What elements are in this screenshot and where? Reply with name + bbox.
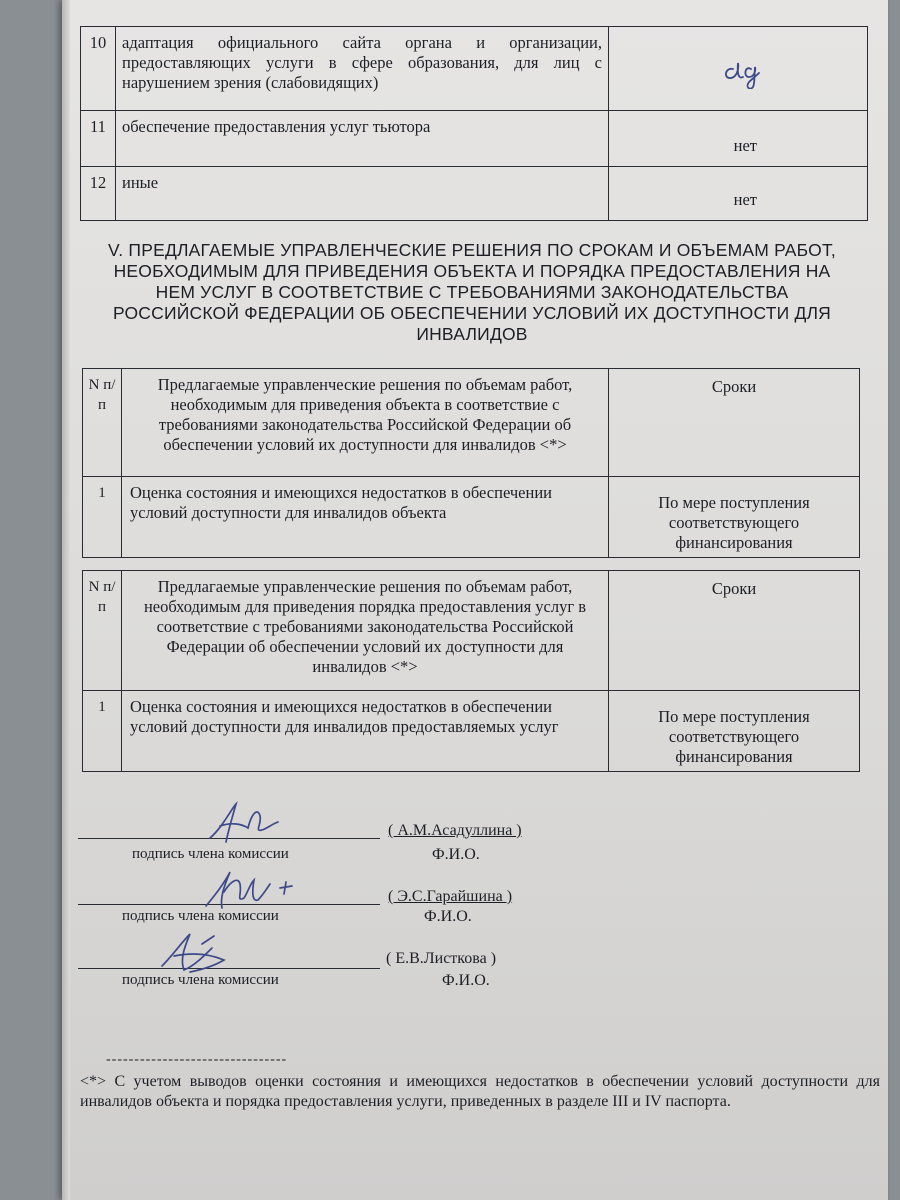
fio-caption: Ф.И.О. bbox=[424, 908, 472, 925]
table-row bbox=[81, 111, 868, 167]
fio-caption: Ф.И.О. bbox=[432, 846, 480, 863]
col-header-number: N п/п bbox=[83, 571, 122, 691]
row-text: Оценка состояния и имеющихся недостатков в обеспечении условий доступности для инвалидов объекта bbox=[122, 477, 609, 558]
row-value: нет bbox=[733, 190, 757, 209]
row-text: иные bbox=[116, 167, 609, 221]
row-value: нет bbox=[733, 136, 757, 155]
row-terms: По мере поступления соответствующего финансирования bbox=[609, 477, 860, 558]
document-page bbox=[62, 0, 888, 1200]
row-text: адаптация официального сайта органа и организации, предоставляющих услуги в сфере образования, для лиц с нарушением зрения (слабовидящих) bbox=[116, 27, 609, 111]
table-row bbox=[83, 691, 860, 772]
table-header-row bbox=[83, 369, 860, 477]
page-edge bbox=[62, 0, 70, 1200]
table-row bbox=[83, 477, 860, 558]
table-row bbox=[81, 167, 868, 221]
signature-caption: подпись члена комиссии bbox=[132, 846, 289, 862]
services-decisions-table bbox=[82, 570, 860, 772]
row-number: 10 bbox=[81, 27, 116, 111]
row-number: 11 bbox=[81, 111, 116, 167]
col-header-terms: Сроки bbox=[609, 369, 860, 477]
footnote-separator: -------------------------------- bbox=[106, 1052, 288, 1067]
signatory-name: ( Е.В.Листкова ) bbox=[386, 950, 497, 967]
footnote: <*> С учетом выводов оценки состояния и имеющихся недостатков в обеспечении условий доступности для инвалидов объекта и порядка предоставления услуги, приведенных в разделе III и IV паспорта. bbox=[80, 1073, 880, 1110]
row-text: обеспечение предоставления услуг тьютора bbox=[116, 111, 609, 167]
signature-caption: подпись члена комиссии bbox=[122, 972, 279, 988]
row-text: Оценка состояния и имеющихся недостатков в обеспечении условий доступности для инвалидов предоставляемых услуг bbox=[122, 691, 609, 772]
accessibility-table bbox=[80, 26, 868, 221]
handwritten-da bbox=[719, 49, 779, 89]
row-number: 1 bbox=[83, 691, 122, 772]
col-header-terms: Сроки bbox=[609, 571, 860, 691]
signatory-name: ( Э.С.Гарайшина ) bbox=[388, 888, 513, 905]
row-number: 12 bbox=[81, 167, 116, 221]
signature-caption: подпись члена комиссии bbox=[122, 908, 279, 924]
col-header-number: N п/п bbox=[83, 369, 122, 477]
col-header-decision: Предлагаемые управленческие решения по объемам работ, необходимым для приведения объекта в соответствие с требованиями законодательства Российской Федерации об обеспечении условий их доступности для инвалидов <*> bbox=[122, 369, 609, 477]
table-row bbox=[81, 27, 868, 111]
object-decisions-table bbox=[82, 368, 860, 558]
fio-caption: Ф.И.О. bbox=[442, 972, 490, 989]
row-terms: По мере поступления соответствующего финансирования bbox=[609, 691, 860, 772]
section-heading: V. ПРЕДЛАГАЕМЫЕ УПРАВЛЕНЧЕСКИЕ РЕШЕНИЯ ПО СРОКАМ И ОБЪЕМАМ РАБОТ, НЕОБХОДИМЫМ ДЛЯ ПРИВЕДЕНИЯ ОБЪЕКТА И ПОРЯДКА ПРЕДОСТАВЛЕНИЯ НА НЕМ УСЛУГ В СООТВЕТСТВИЕ С ТРЕБОВАНИЯМИ ЗАКОНОДАТЕЛЬСТВА РОССИЙСКОЙ ФЕДЕРАЦИИ ОБ ОБЕСПЕЧЕНИИ УСЛОВИЙ ИХ ДОСТУПНОСТИ ДЛЯ ИНВАЛИДОВ bbox=[108, 240, 836, 344]
col-header-decision: Предлагаемые управленческие решения по объемам работ, необходимым для приведения порядка предоставления услуг в соответствие с требованиями законодательства Российской Федерации об обеспечении условий их доступности для инвалидов <*> bbox=[122, 571, 609, 691]
table-header-row bbox=[83, 571, 860, 691]
signatory-name: ( А.М.Асадуллина ) bbox=[388, 822, 522, 839]
row-value-handwritten bbox=[609, 27, 868, 111]
row-number: 1 bbox=[83, 477, 122, 558]
signature-mark bbox=[202, 798, 292, 848]
